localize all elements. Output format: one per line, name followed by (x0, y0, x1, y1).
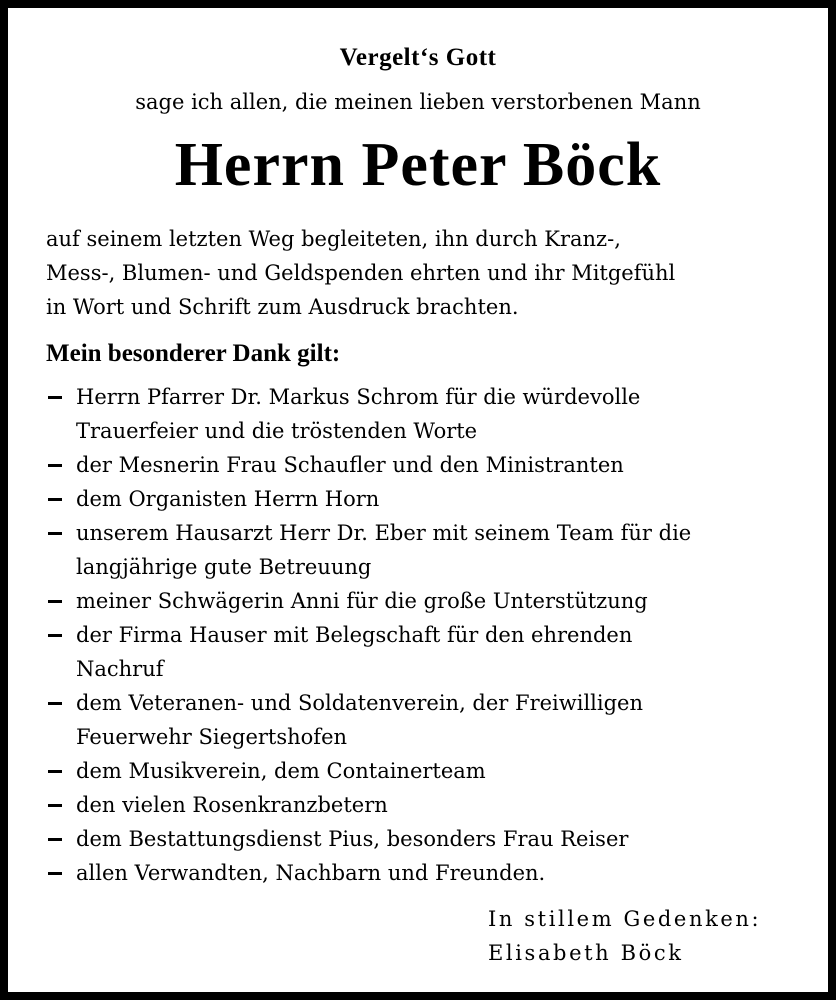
list-item-line: unserem Hausarzt Herr Dr. Eber mit seinem Team für die (76, 521, 692, 545)
signature-closing: In stillem Gedenken: (488, 907, 762, 931)
dash-bullet (48, 532, 62, 535)
intro-paragraph (46, 222, 806, 324)
thanks-list (46, 380, 806, 890)
list-item-line: den vielen Rosenkranzbetern (76, 793, 388, 817)
list-item-line: Herrn Pfarrer Dr. Markus Schrom für die würdevolle (76, 385, 641, 409)
list-item-line: Trauerfeier und die tröstenden Worte (76, 419, 478, 443)
signature-name: Elisabeth Böck (488, 941, 684, 965)
dash-bullet (48, 838, 62, 841)
dash-bullet (48, 634, 62, 637)
dash-bullet (48, 804, 62, 807)
dash-bullet (48, 702, 62, 705)
list-item-line: Nachruf (76, 657, 164, 681)
intro-line: Mess-, Blumen- und Geldspenden ehrten und ihr Mitgefühl (46, 261, 676, 285)
deceased-name: Herrn Peter Böck (174, 131, 662, 199)
list-item (46, 686, 806, 754)
list-item-line: dem Musikverein, dem Containerteam (76, 759, 486, 783)
list-item-line: dem Veteranen- und Soldatenverein, der Freiwilligen (76, 691, 643, 715)
signature-block (488, 902, 761, 970)
list-item-line: langjährige gute Betreuung (76, 555, 372, 579)
list-item (46, 380, 806, 448)
list-item (46, 856, 806, 890)
dash-bullet (48, 396, 62, 399)
list-item (46, 822, 806, 856)
list-item (46, 754, 806, 788)
list-item (46, 618, 806, 686)
list-item (46, 584, 806, 618)
dash-bullet (48, 872, 62, 875)
list-item (46, 482, 806, 516)
list-item-line: Feuerwehr Siegertshofen (76, 725, 348, 749)
list-item-line: der Firma Hauser mit Belegschaft für den ehrenden (76, 623, 633, 647)
intro-line: in Wort und Schrift zum Ausdruck brachten. (46, 295, 519, 319)
list-item (46, 448, 806, 482)
list-item-line: dem Bestattungsdienst Pius, besonders Frau Reiser (76, 827, 629, 851)
notice-heading: Vergelt‘s Gott (339, 44, 497, 71)
intro-line: auf seinem letzten Weg begleiteten, ihn durch Kranz-, (46, 227, 621, 251)
dash-bullet (48, 498, 62, 501)
list-item-line: dem Organisten Herrn Horn (76, 487, 380, 511)
notice-subheading: sage ich allen, die meinen lieben verstorbenen Mann (135, 90, 701, 114)
list-item (46, 788, 806, 822)
dash-bullet (48, 464, 62, 467)
list-item-line: allen Verwandten, Nachbarn und Freunden. (76, 861, 546, 885)
list-item-line: der Mesnerin Frau Schaufler und den Ministranten (76, 453, 624, 477)
list-item (46, 516, 806, 584)
dash-bullet (48, 770, 62, 773)
list-item-line: meiner Schwägerin Anni für die große Unterstützung (76, 589, 648, 613)
thanks-title: Mein besonderer Dank gilt: (46, 340, 341, 367)
dash-bullet (48, 600, 62, 603)
